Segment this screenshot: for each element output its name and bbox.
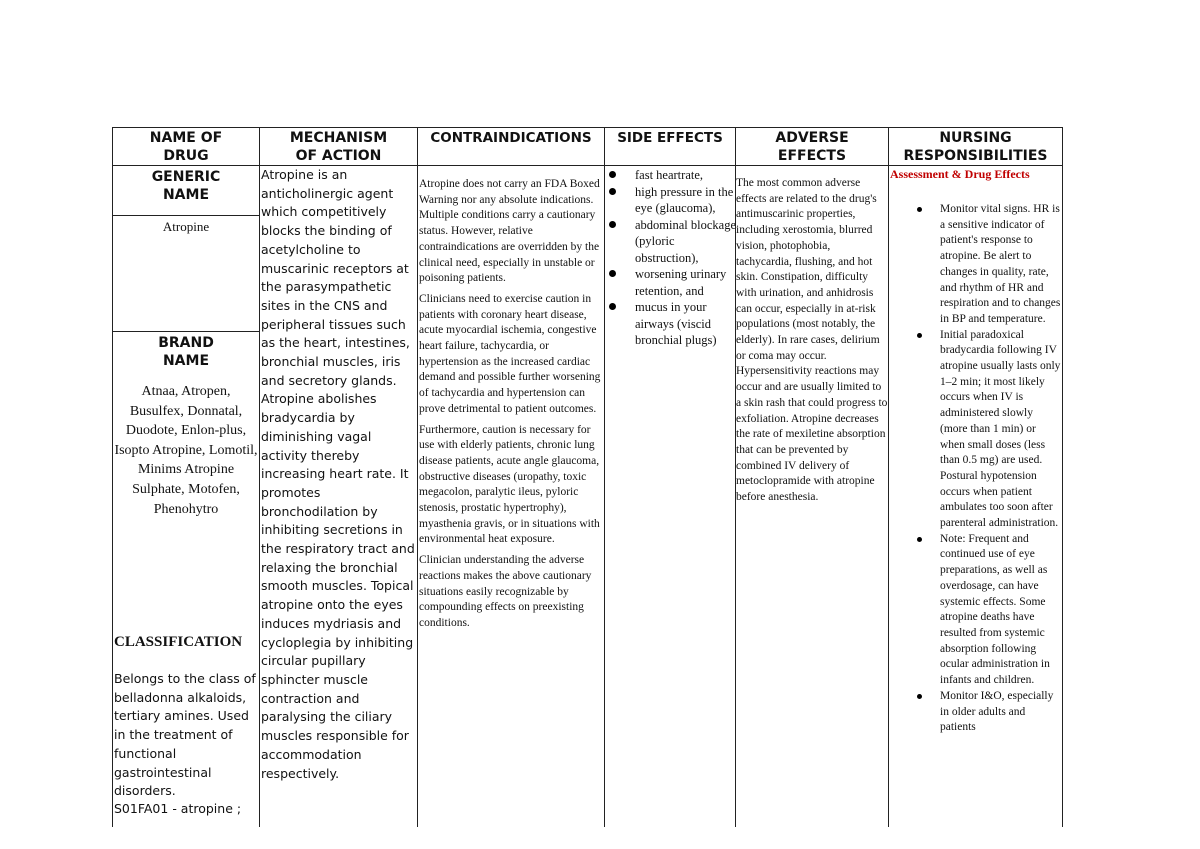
bullet-icon [609,171,616,178]
list-item: Note: Frequent and continued use of eye preparations, as well as overdosage, can have systemic effects. Some atropine deaths have resulted from systemic absorption following ocular administration in infants and children. [914,532,1062,689]
classification-text: Belongs to the class of belladonna alkaloids, tertiary amines. Used in the treatment of functional gastrointestinal disorders. [114,671,256,799]
list-item: fast heartrate, [606,167,736,184]
nursing-list [914,202,1062,736]
contraindications-text [419,177,603,632]
contraindication-paragraph: Atropine does not carry an FDA Boxed Warning nor any absolute indications. Multiple conditions carry a cautionary status. However, relative contraindications are overridden by the clinical need, especially in unstable or poisoning patients. [419,178,600,285]
table-right-border [1062,127,1063,827]
contraindication-paragraph: Furthermore, caution is necessary for use with elderly patients, chronic lung disease patients, acute angle glaucoma, obstructive diseases (uropathy, toxic megacolon, paralytic ileus, pyloric stenosis, prostatic hypertrophy), myasthenia gravis, or in situations with environmental heat exposure. [419,423,600,546]
list-item: high pressure in the eye (glaucoma), [606,184,736,217]
brand-name-label: BRAND NAME [158,335,214,369]
bullet-icon [609,221,616,228]
header-bottom-border [112,165,1063,166]
bullet-icon [917,537,922,542]
bullet-icon [609,303,616,310]
header-mechanism: MECHANISM OF ACTION [289,130,388,164]
col-divider-1 [259,127,260,827]
list-item: mucus in your airways (viscid bronchial plugs) [606,299,736,349]
header-side-effects: SIDE EFFECTS [617,130,723,146]
adverse-effects-text: The most common adverse effects are related to the drug's antimuscarinic properties, including xerostomia, blurred vision, photophobia, tachycardia, flushing, and hot skin. Constipation, difficulty with urination, and anhidrosis can occur, especially in at-risk populations (most notably, the elderly). In rare cases, delirium or coma may occur. Hypersensitivity reactions may occur and are usually limited to a skin rash that could progress to exfoliation. Atropine decreases the rate of mexiletine absorption that can be prevented by combined IV delivery of metoclopramide with atropine before anesthesia. [736,177,888,504]
bullet-icon [609,188,616,195]
classification-label: CLASSIFICATION [114,634,243,650]
contraindication-paragraph: Clinician understanding the adverse reactions makes the above cautionary situations easily recognizable by compounding effects on preexisting conditions. [419,554,592,629]
bullet-icon [917,694,922,699]
generic-name-label: GENERIC NAME [151,169,221,203]
mechanism-text: Atropine is an anticholinergic agent which competitively blocks the binding of acetylcholine to muscarinic receptors at the parasympathetic sites in the CNS and peripheral tissues such as the heart, intestines, bronchial muscles, iris and secretory glands. Atropine abolishes bradycardia by diminishing vagal activity thereby increasing heart rate. It promotes bronchodilation by inhibiting secretions in the respiratory tract and relaxing the bronchial smooth muscles. Topical atropine onto the eyes induces mydriasis and cycloplegia by inhibiting circular pupillary sphincter muscle contraction and paralysing the ciliary muscles responsible for accommodation respectively. [261,167,415,781]
list-item: abdominal blockage (pyloric obstruction), [606,217,736,267]
table-top-border [112,127,1063,128]
list-item: Initial paradoxical bradycardia following IV atropine usually lasts only 1–2 min; it most likely occurs when IV is administered slowly (more than 1 min) or when small doses (less than 0.5 mg) are used. Postural hypotension occurs when patient ambulates too soon after parenteral administration. [914,328,1062,532]
bullet-icon [917,333,922,338]
classification-code: S01FA01 - atropine ; [114,801,242,816]
list-item: Monitor vital signs. HR is a sensitive indicator of patient's response to atropine. Be alert to changes in quality, rate, and rhythm of HR and respiration and to changes in BP and temperature. [914,202,1062,328]
col-divider-5 [888,127,889,827]
list-item: Monitor I&O, especially in older adults and patients [914,689,1062,736]
bullet-icon [917,207,922,212]
generic-name-divider [112,215,259,216]
header-name-of-drug: NAME OF DRUG [149,130,223,164]
brand-name-divider [112,331,259,332]
header-adverse-effects: ADVERSE EFFECTS [775,130,849,164]
header-contraindications: CONTRAINDICATIONS [430,130,592,146]
side-effects-list [606,167,736,349]
contraindication-paragraph: Clinicians need to exercise caution in patients with coronary heart disease, acute myocardial ischemia, congestive heart failure, tachycardia, or hypertension as the increased cardiac demand and possible further worsening of tachycardia and hypertension can prove detrimental to patient outcomes. [419,292,601,415]
header-nursing: NURSING RESPONSIBILITIES [903,130,1048,164]
col-divider-3 [604,127,605,827]
brand-names-list: Atnaa, Atropen, Busulfex, Donnatal, Duodote, Enlon-plus, Isopto Atropine, Lomotil, Minims Atropine Sulphate, Motofen, Phenohytro [114,384,258,517]
list-item: worsening urinary retention, and [606,266,736,299]
bullet-icon [609,270,616,277]
nursing-section-heading: Assessment & Drug Effects [890,167,1030,181]
generic-name-value: Atropine [162,219,210,234]
